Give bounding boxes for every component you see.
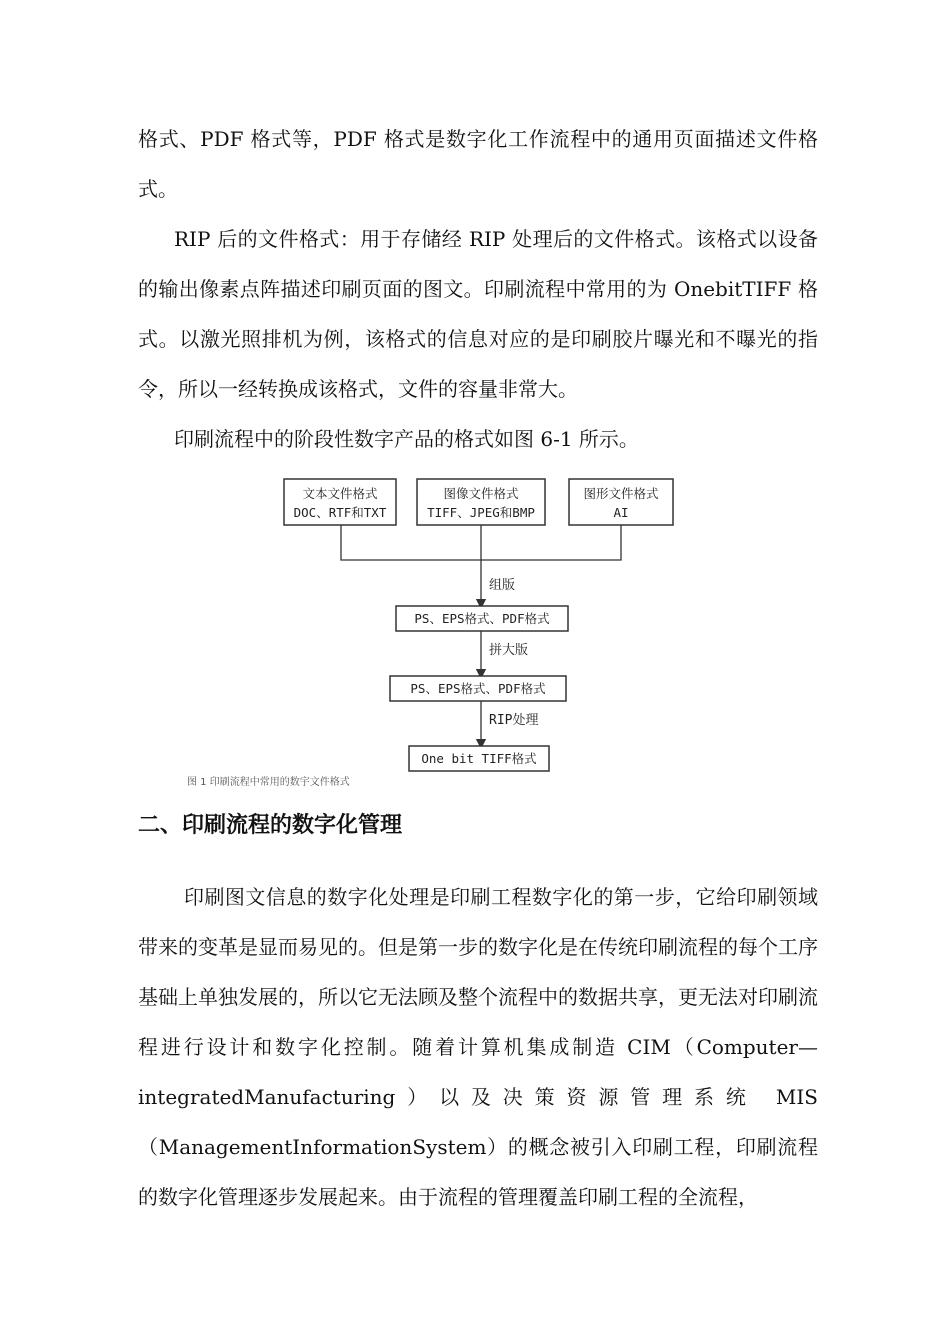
section-body: 印刷图文信息的数字化处理是印刷工程数字化的第一步，它给印刷领域带来的变革是显而易见的。但是第一步的数字化是在传统印刷流程的每个工序基础上单独发展的，所以它无法顾及整个流程中的数据共享，更无法对印刷流程进行设计和数字化控制。随着计算机集成制造 CIM（Computer—integratedManufacturing）以及决策资源管理系统 MIS（ManagementInformationSystem）的概念被引入印刷工程，印刷流程的数字化管理逐步发展起来。由于流程的管理覆盖印刷工程的全流程， bbox=[138, 885, 818, 1209]
figure-caption: 图 1 印刷流程中常用的数宇文件格式 bbox=[187, 777, 350, 788]
box-onebit-tiff bbox=[409, 746, 549, 771]
box-ps-pdf-2 bbox=[390, 676, 566, 701]
section-heading: 二、印刷流程的数字化管理 bbox=[138, 813, 403, 838]
box-graphic-format-types: AI bbox=[613, 505, 629, 520]
paragraph-3: 印刷流程中的阶段性数字产品的格式如图 6-1 所示。 bbox=[174, 427, 639, 451]
box-text-format-types: DOC、RTF和TXT bbox=[293, 505, 387, 520]
svg-text:PS、EPS格式、PDF格式: PS、EPS格式、PDF格式 bbox=[410, 681, 546, 696]
box-image-format-types: TIFF、JPEG和BMP bbox=[427, 505, 535, 520]
box-image-format bbox=[417, 479, 545, 525]
box-ps-pdf-1 bbox=[396, 606, 568, 631]
box-text-format bbox=[284, 479, 396, 525]
box-image-format-title: 图像文件格式 bbox=[443, 486, 519, 501]
edge-label-compose: 组版 bbox=[489, 578, 516, 593]
edge-label-imposition: 拼大版 bbox=[489, 643, 529, 658]
box-graphic-format bbox=[569, 479, 673, 525]
paragraph-1: 格式、PDF 格式等，PDF 格式是数字化工作流程中的通用页面描述文件格式。 bbox=[138, 127, 818, 201]
box-text-format-title: 文本文件格式 bbox=[302, 486, 378, 501]
svg-text:One bit TIFF格式: One bit TIFF格式 bbox=[421, 751, 537, 766]
svg-text:PS、EPS格式、PDF格式: PS、EPS格式、PDF格式 bbox=[414, 611, 550, 626]
paragraph-2: RIP 后的文件格式：用于存储经 RIP 处理后的文件格式。该格式以设备的输出像素点阵描述印刷页面的图文。印刷流程中常用的为 OnebitTIFF 格式。以激光照排机为例，该格式的信息对应的是印刷胶片曝光和不曝光的指令，所以一经转换成该格式，文件的容量非常大。 bbox=[138, 227, 818, 401]
edge-label-rip: RIP处理 bbox=[489, 713, 539, 728]
box-graphic-format-title: 图形文件格式 bbox=[583, 486, 659, 501]
